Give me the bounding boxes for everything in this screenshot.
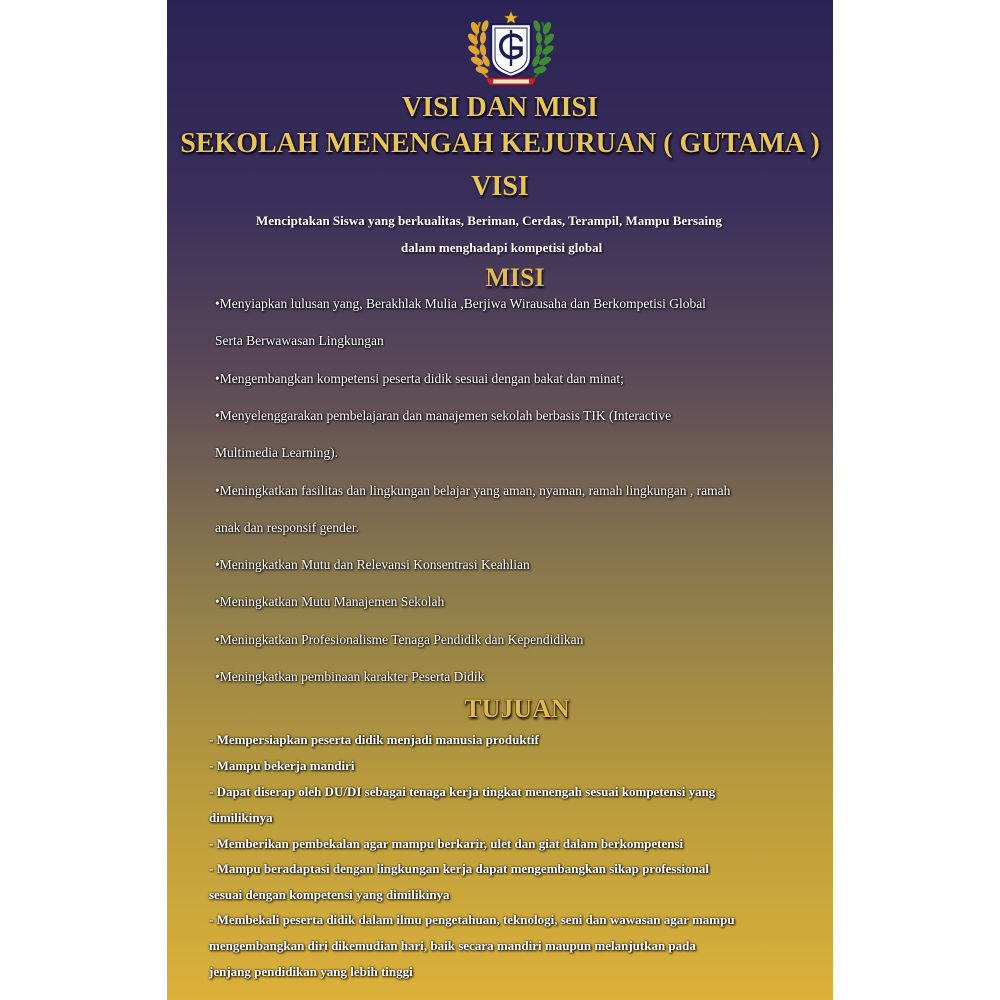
tujuan-line: jenjang pendidikan yang lebih tinggi [209,964,413,979]
misi-line: •Meningkatkan fasilitas dan lingkungan belajar yang aman, nyaman, ramah lingkungan , ramah [215,483,731,498]
tujuan-heading: TUJUAN [464,694,570,723]
misi-line: •Mengembangkan kompetensi peserta didik sesuai dengan bakat dan minat; [215,371,624,386]
misi-line: •Meningkatkan Mutu dan Relevansi Konsentrasi Keahlian [215,557,530,572]
misi-line: anak dan responsif gender. [215,520,359,535]
tujuan-line: sesuai dengan kompetensi yang dimilikinya [209,887,450,902]
misi-line: •Menyelenggarakan pembelajaran dan manajemen sekolah berbasis TIK (Interactive [215,408,672,423]
tujuan-line: mengembangkan diri dikemudian hari, baik secara mandiri maupun melanjutkan pada [209,938,696,953]
tujuan-line: - Dapat diserap oleh DU/DI sebagai tenaga kerja tingkat menengah sesuai kompetensi yang [209,784,716,799]
visi-heading: VISI [471,171,529,202]
misi-line: Serta Berwawasan Lingkungan [215,333,384,348]
tujuan-line: - Mampu bekerja mandiri [209,758,355,773]
misi-line: •Meningkatkan Mutu Manajemen Sekolah [215,594,445,609]
misi-line: Multimedia Learning). [215,445,338,460]
misi-line: •Meningkatkan pembinaan karakter Peserta Didik [215,669,485,684]
misi-heading: MISI [485,263,545,292]
misi-line: •Menyiapkan lulusan yang, Berakhlak Mulia ,Berjiwa Wirausaha dan Berkompetisi Global [215,296,706,311]
school-emblem-icon [466,8,556,90]
tujuan-line: - Memberikan pembekalan agar mampu berkarir, ulet dan giat dalam berkompetensi [209,836,684,851]
poster [167,0,833,1000]
tujuan-line: dimilikinya [209,810,273,825]
tujuan-line: - Mampu beradaptasi dengan lingkungan kerja dapat mengembangkan sikap professional [209,861,710,876]
visi-line: dalam menghadapi kompetisi global [401,240,603,255]
visi-line: Menciptakan Siswa yang berkualitas, Beriman, Cerdas, Terampil, Mampu Bersaing [256,213,722,228]
title-line-2: SEKOLAH MENENGAH KEJURUAN ( GUTAMA ) [180,128,820,159]
tujuan-line: - Membekali peserta didik dalam ilmu pengetahuan, teknologi, seni dan wawasan agar mampu [209,912,735,927]
misi-line: •Meningkatkan Profesionalisme Tenaga Pendidik dan Kependidikan [215,632,584,647]
title-line-1: VISI DAN MISI [401,92,599,123]
tujuan-line: - Mempersiapkan peserta didik menjadi manusia produktif [209,732,539,747]
